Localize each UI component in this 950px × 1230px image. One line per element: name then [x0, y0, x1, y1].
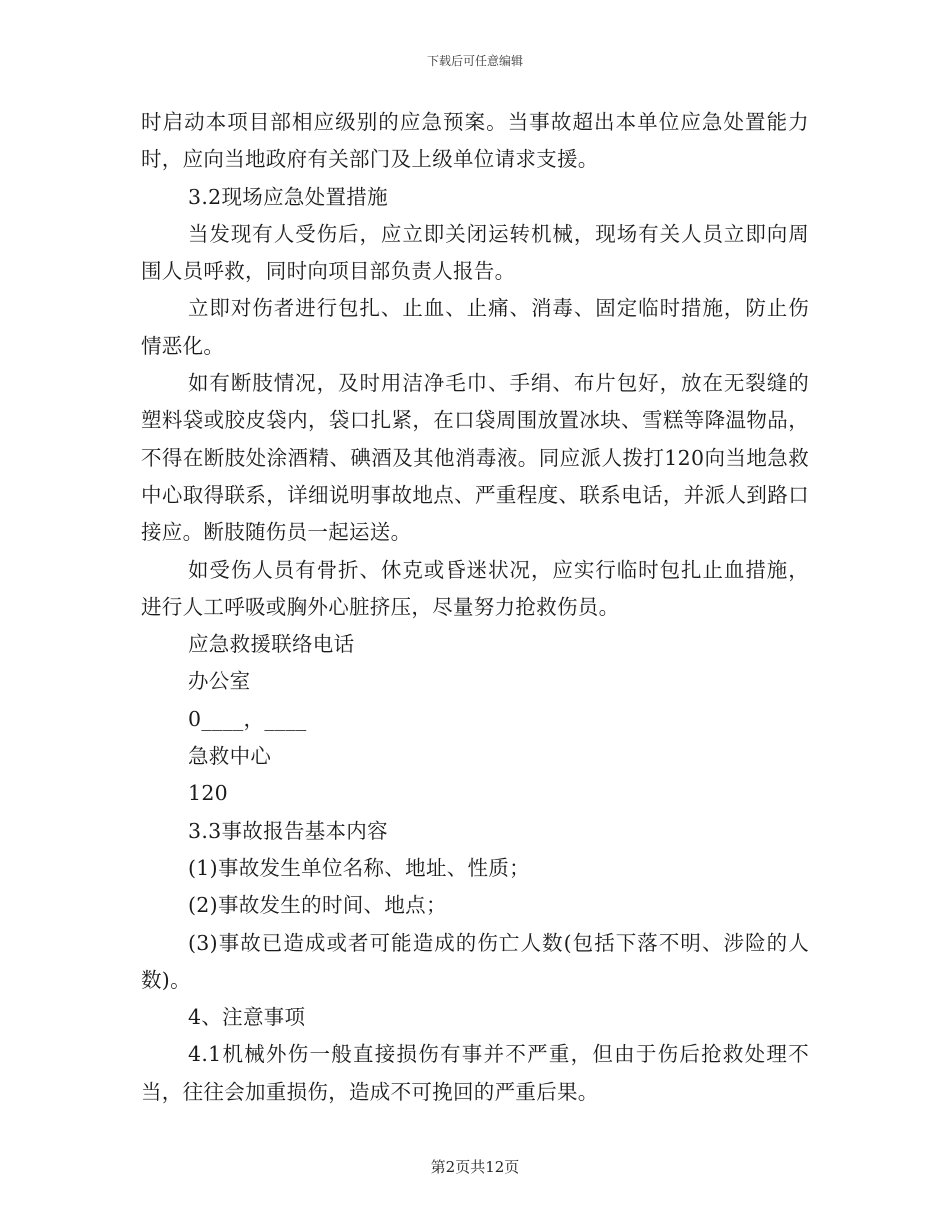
document-body	[141, 104, 809, 1111]
emergency-center-phone: 120	[188, 781, 229, 806]
paragraph-4-1: 4.1机械外伤一般直接损伤有事并不严重，但由于伤后抢救处理不当，往往会加重损伤，造成不可挽回的严重后果。	[141, 1042, 809, 1104]
report-item-3: (3)事故已造成或者可能造成的伤亡人数(包括下落不明、涉险的人数)。	[141, 930, 809, 992]
office-label: 办公室	[188, 669, 251, 694]
emergency-center-label: 急救中心	[188, 744, 272, 769]
page-footer: 第2页共12页	[430, 1158, 520, 1176]
section-heading-3-3: 3.3事故报告基本内容	[188, 818, 388, 843]
paragraph-fracture-shock: 如受伤人员有骨折、休克或昏迷状况，应实行临时包扎止血措施，进行人工呼吸或胸外心脏挤压，尽量努力抢救伤员。	[141, 557, 809, 619]
section-heading-4: 4、注意事项	[188, 1005, 306, 1030]
contact-title: 应急救援联络电话	[188, 632, 355, 657]
paragraph-first-aid: 立即对伤者进行包扎、止血、止痛、消毒、固定临时措施，防止伤情恶化。	[141, 296, 809, 358]
paragraph-severed-limb: 如有断肢情况，及时用洁净毛巾、手绢、布片包好，放在无裂缝的塑料袋或胶皮袋内，袋口扎紧，在口袋周围放置冰块、雪糕等降温物品，不得在断肢处涂酒精、碘酒及其他消毒液。同应派人拨打120向当地急救中心取得联系，详细说明事故地点、严重程度、联系电话，并派人到路口接应。断肢随伤员一起运送。	[141, 371, 809, 545]
office-phone: 0____，____	[188, 706, 307, 731]
section-heading-3-2: 3.2现场应急处置措施	[188, 184, 388, 209]
report-item-2: (2)事故发生的时间、地点；	[188, 893, 447, 918]
paragraph-continuation: 时启动本项目部相应级别的应急预案。当事故超出本单位应急处置能力时，应向当地政府有关部门及上级单位请求支援。	[141, 110, 809, 172]
report-item-1: (1)事故发生单位名称、地址、性质；	[188, 855, 530, 880]
paragraph-injury-report: 当发现有人受伤后，应立即关闭运转机械，现场有关人员立即向周围人员呼救，同时向项目部负责人报告。	[141, 221, 809, 284]
page-header: 下载后可任意编辑	[426, 54, 523, 68]
